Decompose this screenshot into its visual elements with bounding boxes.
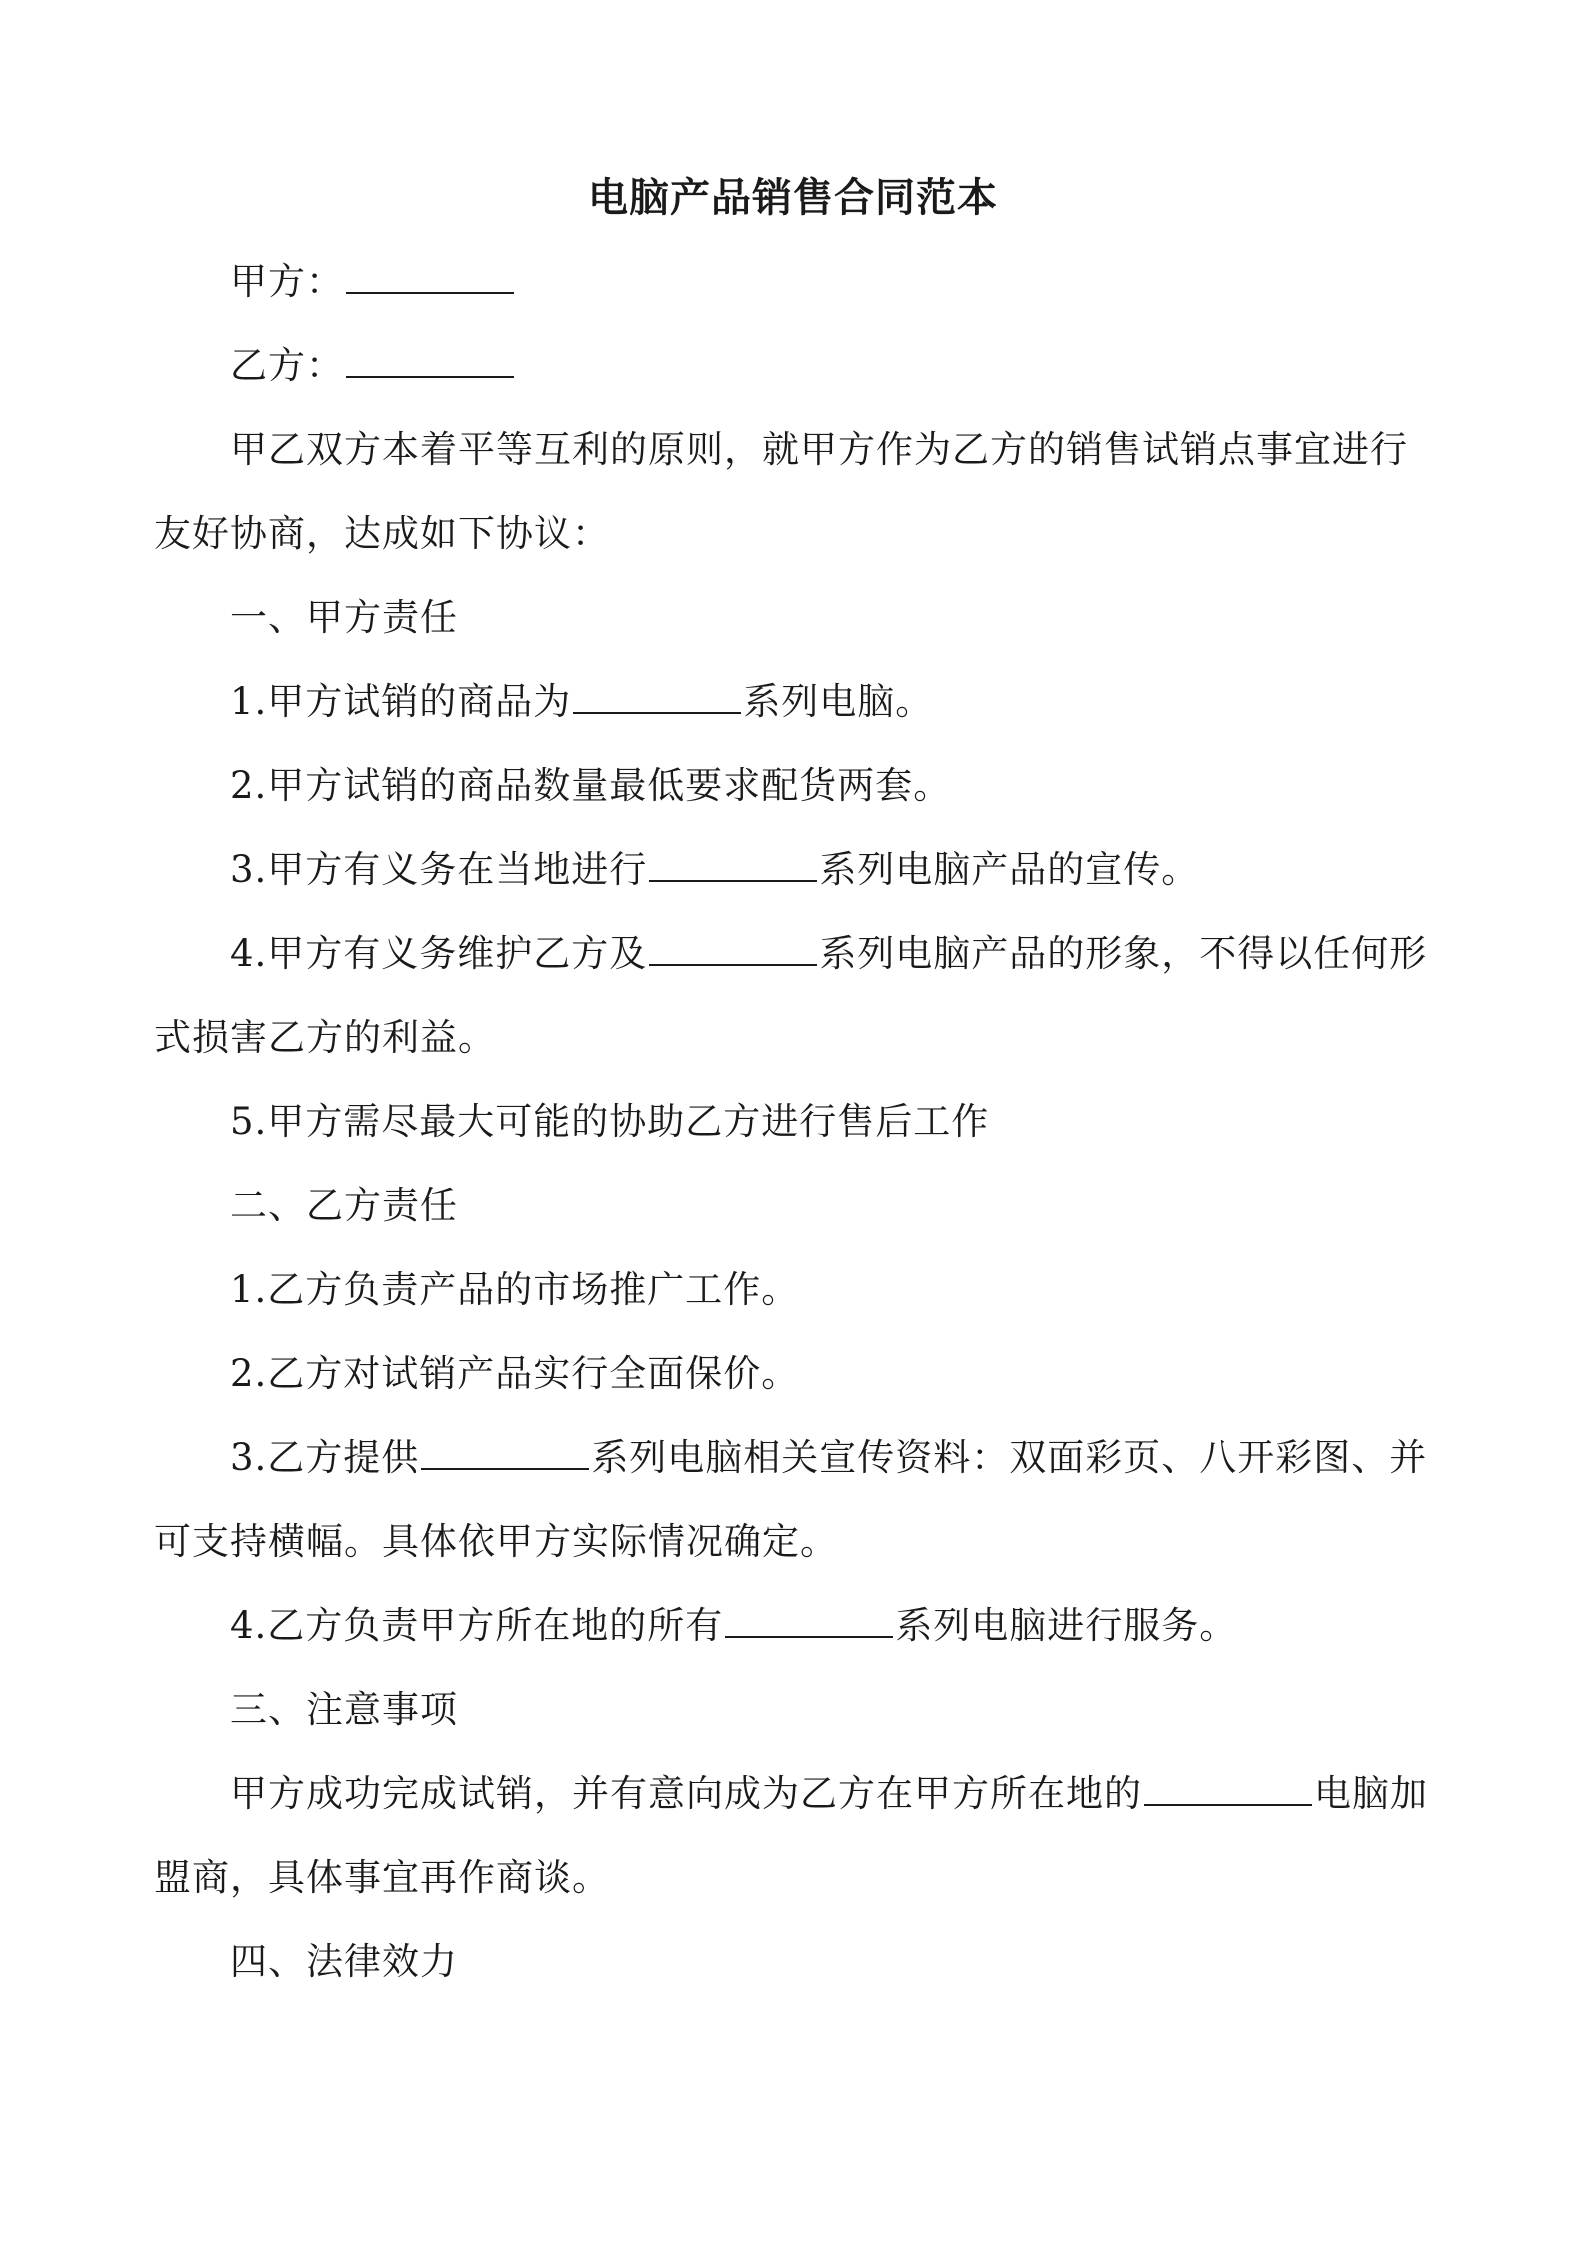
clause-c1-post: 电脑加盟商，具体事宜再作商谈。: [154, 1772, 1428, 1899]
clause-a1-pre: 1.甲方试销的商品为: [230, 680, 572, 723]
clause-b3: [154, 1416, 1439, 1584]
clause-c1: [154, 1752, 1439, 1920]
clause-b3-blank: [421, 1438, 589, 1470]
clause-a4-pre: 4.甲方有义务维护乙方及: [230, 932, 648, 975]
clause-b2: 2.乙方对试销产品实行全面保价。: [230, 1352, 800, 1395]
clause-b4: [154, 1584, 1439, 1668]
clause-a4: [154, 912, 1439, 1080]
clause-a1: [154, 660, 1439, 744]
clause-a3-post: 系列电脑产品的宣传。: [819, 848, 1200, 891]
clause-b4-pre: 4.乙方负责甲方所在地的所有: [230, 1604, 724, 1647]
clause-a1-post: 系列电脑。: [743, 680, 934, 723]
section-2-heading: 二、乙方责任: [230, 1184, 458, 1227]
clause-b3-post: 系列电脑相关宣传资料：双面彩页、八开彩图、并可支持横幅。具体依甲方实际情况确定。: [154, 1436, 1428, 1563]
clause-a4-post: 系列电脑产品的形象，不得以任何形式损害乙方的利益。: [154, 932, 1428, 1059]
party-a-label: 甲方：: [230, 260, 344, 303]
party-a-line: [154, 240, 1439, 324]
clause-b1: 1.乙方负责产品的市场推广工作。: [230, 1268, 800, 1311]
clause-b4-post: 系列电脑进行服务。: [895, 1604, 1238, 1647]
section-4-heading: 四、法律效力: [230, 1940, 458, 1983]
party-b-line: [154, 324, 1439, 408]
section-3-heading: 三、注意事项: [230, 1688, 458, 1731]
clause-a2: 2.甲方试销的商品数量最低要求配货两套。: [230, 764, 952, 807]
clause-a3-blank: [649, 850, 817, 882]
intro-paragraph: 甲乙双方本着平等互利的原则，就甲方作为乙方的销售试销点事宜进行友好协商，达成如下协议：: [154, 428, 1408, 555]
clause-c1-pre: 甲方成功完成试销，并有意向成为乙方在甲方所在地的: [230, 1772, 1142, 1815]
party-b-blank: [346, 346, 514, 378]
clause-a1-blank: [573, 682, 741, 714]
clause-b3-pre: 3.乙方提供: [230, 1436, 420, 1479]
party-a-blank: [346, 262, 514, 294]
clause-a4-blank: [649, 934, 817, 966]
clause-b4-blank: [725, 1606, 893, 1638]
party-b-label: 乙方：: [230, 344, 344, 387]
clause-a3-pre: 3.甲方有义务在当地进行: [230, 848, 648, 891]
clause-c1-blank: [1144, 1774, 1312, 1806]
document-title: 电脑产品销售合同范本: [588, 174, 998, 221]
clause-a3: [154, 828, 1439, 912]
clause-a5: 5.甲方需尽最大可能的协助乙方进行售后工作: [230, 1100, 990, 1143]
section-1-heading: 一、甲方责任: [230, 596, 458, 639]
